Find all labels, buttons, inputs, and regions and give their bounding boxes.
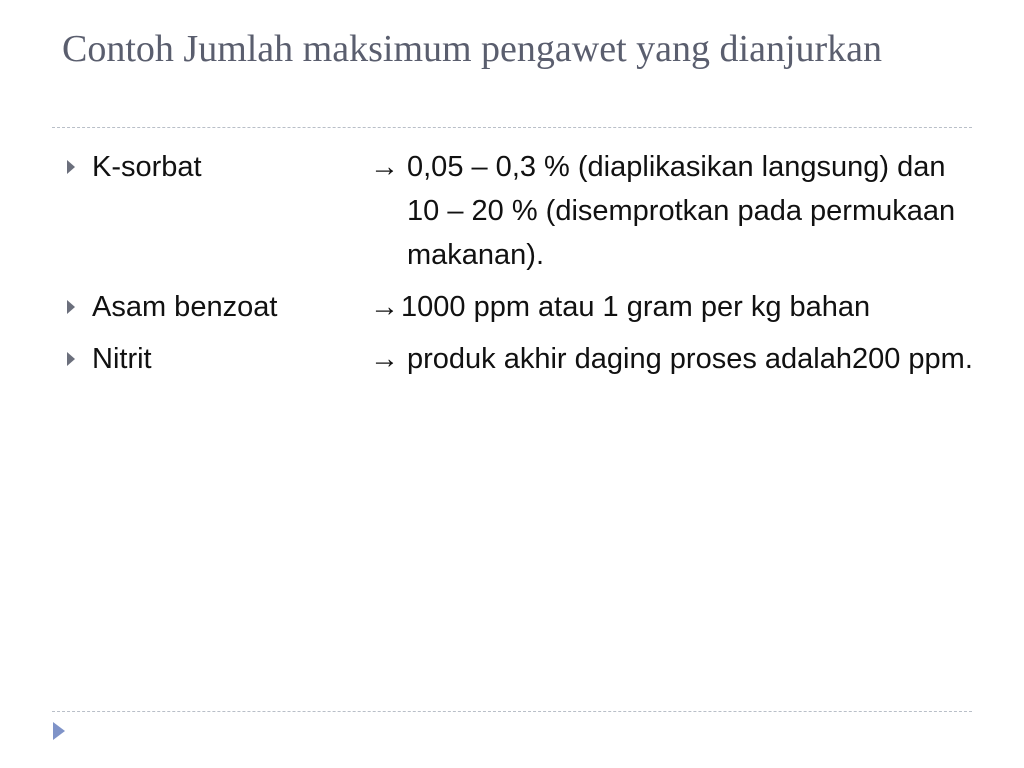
item-description: produk akhir daging proses adalah200 ppm. — [407, 343, 973, 375]
item-description: 0,05 – 0,3 % (diaplikasikan langsung) dan 10 – 20 % (disemprotkan pada permukaan makanan). — [407, 151, 956, 271]
list-item-k-sorbat — [62, 145, 982, 277]
arrow-right-icon: → — [370, 343, 399, 375]
item-term: Nitrit — [92, 343, 152, 375]
triangle-bullet-icon — [62, 337, 92, 381]
item-term: Asam benzoat — [92, 291, 278, 323]
list-item-nitrit — [62, 337, 982, 381]
item-description-group — [370, 145, 982, 277]
item-term: K-sorbat — [92, 151, 202, 183]
footer-divider — [52, 711, 972, 712]
item-description-group — [370, 337, 982, 381]
arrow-right-icon: → — [370, 151, 399, 183]
bullet-list — [62, 145, 982, 389]
slide-title: Contoh Jumlah maksimum pengawet yang dianjurkan — [62, 28, 883, 70]
play-triangle-icon — [53, 722, 65, 740]
triangle-bullet-icon — [62, 145, 92, 189]
item-description-group — [370, 285, 982, 329]
item-description: 1000 ppm atau 1 gram per kg bahan — [401, 291, 871, 323]
triangle-bullet-icon — [62, 285, 92, 329]
list-item-asam-benzoat — [62, 285, 982, 329]
arrow-right-icon: → — [370, 291, 399, 323]
title-divider — [52, 127, 972, 128]
